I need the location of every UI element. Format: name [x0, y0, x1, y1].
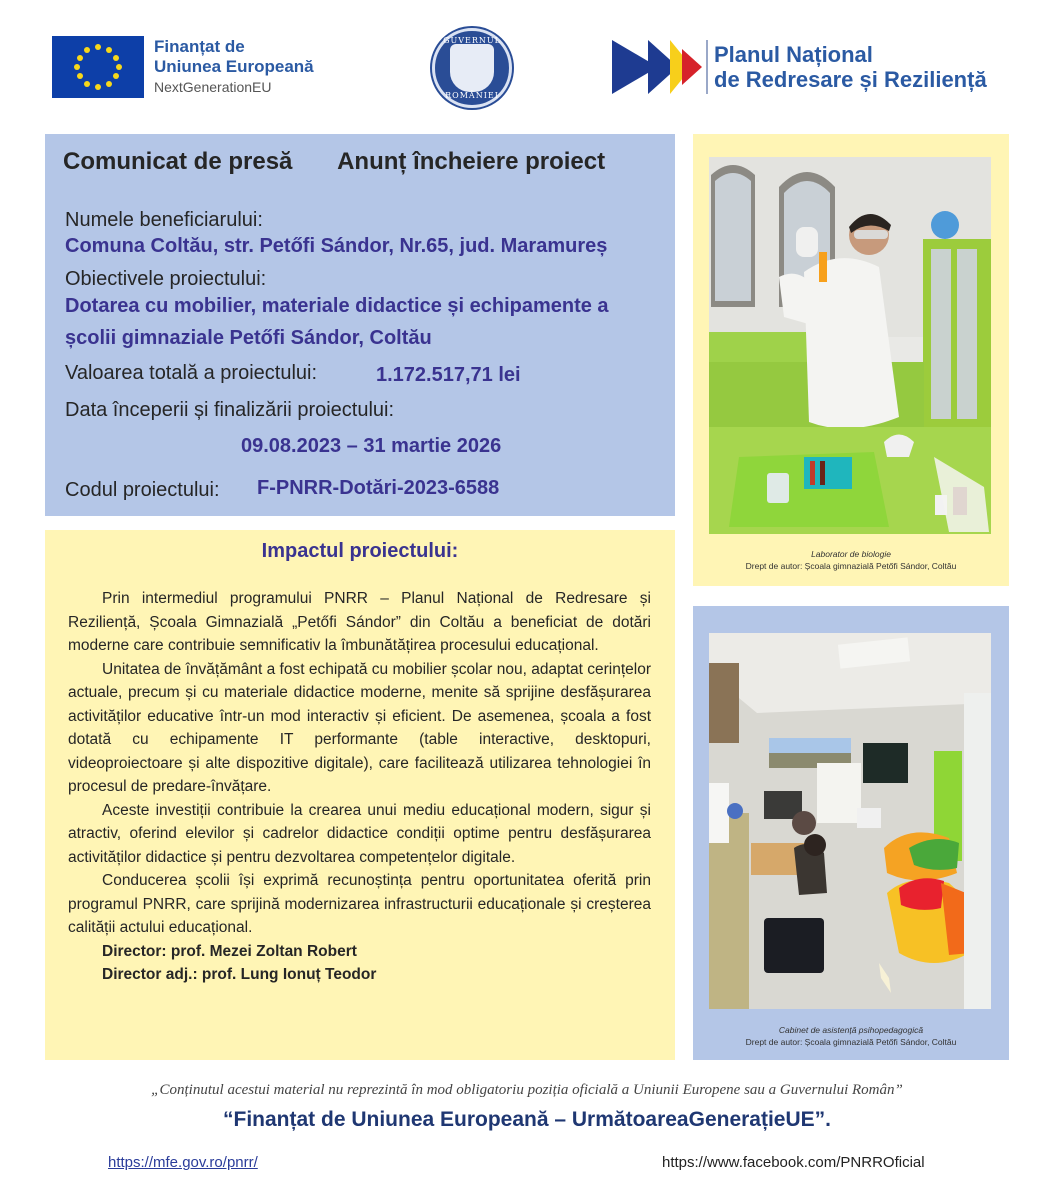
impact-title: Impactul proiectului: — [261, 540, 459, 562]
photo-title: Laborator de biologie — [811, 549, 891, 559]
press-release-title: Comunicat de presă — [63, 148, 293, 175]
photo-credit: Drept de autor: Școala gimnazială Petőfi Sándor, Coltău — [745, 1037, 957, 1047]
project-completion-title: Anunț încheiere proiect — [337, 148, 606, 175]
impact-body — [68, 587, 651, 987]
pnrr-logo-separator — [706, 40, 708, 94]
counseling-room-photo — [709, 633, 991, 1009]
eu-logo-line3: NextGenerationEU — [154, 79, 272, 95]
objectives-label: Obiectivele proiectului: — [65, 268, 267, 290]
eu-logo-line1: Finanțat de — [154, 37, 245, 56]
biology-lab-photo — [709, 157, 991, 534]
photo-caption-2 — [693, 1024, 1009, 1048]
eu-flag-icon — [52, 36, 144, 98]
pnrr-logo — [612, 40, 987, 94]
photo-caption-1 — [693, 548, 1009, 572]
director-signature: Director: prof. Mezei Zoltan Robert — [102, 942, 357, 960]
deputy-director-signature: Director adj.: prof. Lung Ionuț Teodor — [102, 966, 377, 983]
eu-disclaimer: „Conținutul acestui material nu reprezintă în mod obligatoriu poziția oficială a Uniunii Europene sau a Guvernului Român” — [151, 1082, 903, 1098]
facebook-pnrr-link[interactable]: https://www.facebook.com/PNRROficial — [662, 1154, 925, 1171]
beneficiary-label: Numele beneficiarului: — [65, 209, 263, 231]
project-code-label: Codul proiectului: — [65, 479, 220, 501]
total-value-label: Valoarea totală a proiectului: — [65, 362, 318, 384]
project-impact-panel — [45, 530, 675, 1060]
romanian-government-seal-icon — [432, 28, 512, 108]
impact-paragraph: Conducerea școlii își exprimă recunoștința pentru oportunitatea oferită prin programul PNRR, care sprijină modernizarea infrastructurii educaționale și creșterea calității actului educațional. — [68, 872, 651, 936]
photo-panel-counseling-room — [693, 606, 1009, 1060]
pnrr-logo-line2: de Redresare și Reziliență — [714, 67, 987, 92]
objectives-line1: Dotarea cu mobilier, materiale didactice și echipamente a — [65, 295, 609, 317]
project-code-value: F-PNRR-Dotări-2023-6588 — [257, 477, 500, 499]
impact-paragraph: Unitatea de învățământ a fost echipată cu mobilier școlar nou, adaptat cerințelor actuale, precum și cu materiale didactice moderne, menite să sprijine desfășurarea activităților educative într-un mod interactiv și eficient. De asemenea, școala a fost dotată cu echipamente IT performante (table interactive, desktopuri, videoproiectoare și alte dispozitive digitale), care facilitează utilizarea tehnologiei în procesul de predare-învățare. — [68, 660, 651, 795]
beneficiary-value: Comuna Coltău, str. Petőfi Sándor, Nr.65, jud. Maramureș — [65, 235, 608, 257]
dates-value: 09.08.2023 – 31 martie 2026 — [241, 435, 502, 457]
seal-text-top: GUVERNUL — [443, 36, 501, 45]
impact-paragraph: Aceste investiții contribuie la crearea unui mediu educațional modern, sigur și atractiv, oferind elevilor și cadrelor didactice condiții optime pentru desfășurarea activităților didactice și pentru dezvoltarea competențelor digitale. — [68, 801, 651, 866]
mfe-pnrr-link[interactable]: https://mfe.gov.ro/pnrr/ — [108, 1154, 258, 1171]
pnrr-logo-line1: Planul Național — [714, 42, 873, 67]
pnrr-arrows-icon — [612, 40, 704, 94]
photo-panel-biology-lab — [693, 134, 1009, 586]
press-title-row — [63, 148, 605, 176]
photo-title: Cabinet de asistență psihopedagogică — [778, 1025, 924, 1035]
photo-credit: Drept de autor: Școala gimnazială Petőfi Sándor, Coltău — [745, 561, 957, 571]
eu-logo-line2: Uniunea Europeană — [154, 57, 314, 76]
funded-by-eu-statement: “Finanțat de Uniunea Europeană – UrmătoareaGenerațieUE”. — [223, 1108, 831, 1131]
dates-label: Data începerii și finalizării proiectului: — [65, 399, 395, 421]
eu-funding-logo — [52, 36, 314, 98]
objectives-line2: școlii gimnaziale Petőfi Sándor, Coltău — [65, 327, 432, 349]
coat-of-arms-icon — [450, 44, 494, 92]
seal-text-bottom: ROMÂNIEI — [445, 91, 499, 100]
project-info-panel — [45, 134, 675, 516]
total-value-amount: 1.172.517,71 lei — [376, 364, 521, 386]
impact-paragraph: Prin intermediul programului PNRR – Planul Național de Redresare și Reziliență, Școala Gimnazială „Petőfi Sándor” din Coltău a beneficiat de dotări moderne care contribuie semnificativ la îmbunătățirea procesului educațional. — [68, 590, 651, 654]
